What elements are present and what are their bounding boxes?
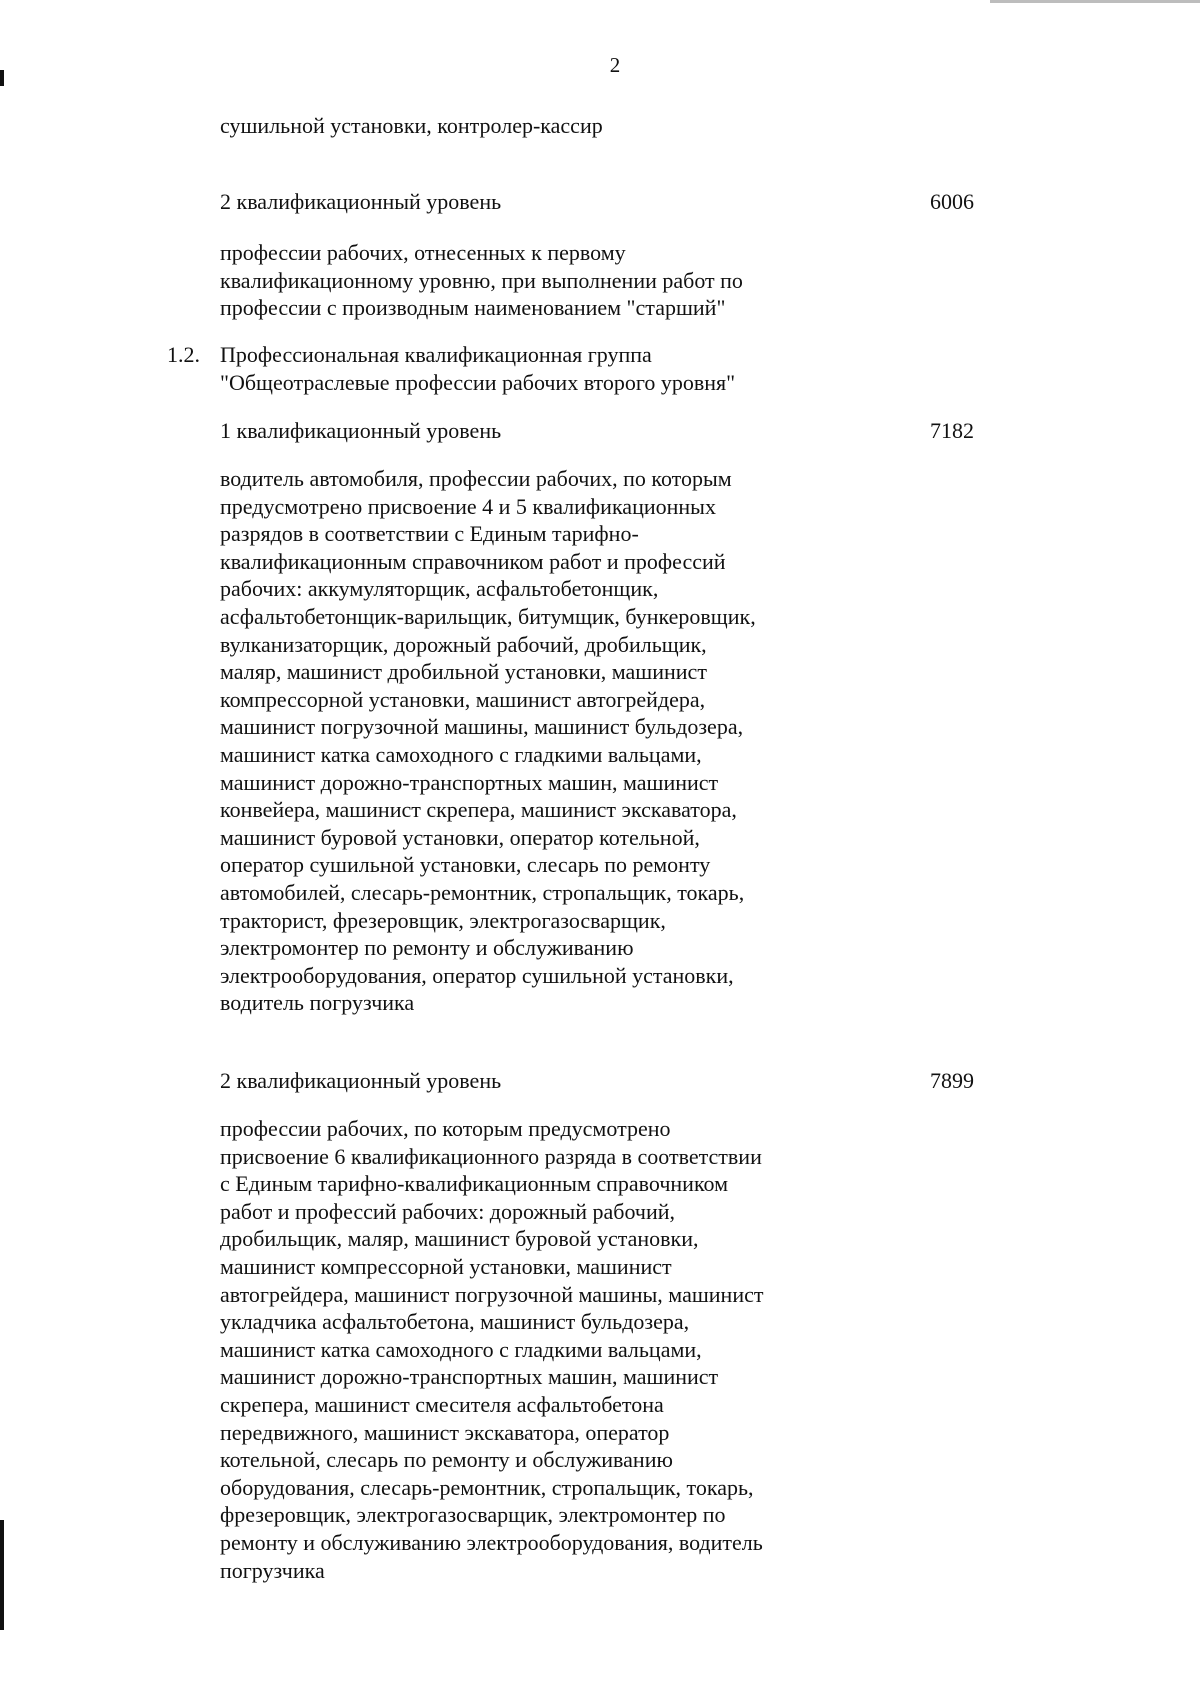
text-line: машинист компрессорной установки, машинист	[220, 1253, 672, 1279]
text-line: водитель погрузчика	[220, 990, 415, 1016]
text-line: квалификационным справочником работ и профессий	[220, 548, 726, 574]
text-line: машинист катка самоходного с гладкими вальцами,	[220, 1336, 702, 1362]
text-line: компрессорной установки, машинист автогрейдера,	[220, 686, 706, 712]
text-line: фрезеровщик, электрогазосварщик, электромонтер по	[220, 1502, 726, 1528]
text-line: разрядов в соответствии с Единым тарифно-	[220, 521, 639, 547]
qualification-level-label: 2 квалификационный уровень	[220, 189, 502, 214]
section-title	[220, 341, 840, 396]
text-line: рабочих: аккумуляторщик, асфальтобетонщик,	[220, 576, 659, 602]
text-line: машинист катка самоходного с гладкими вальцами,	[220, 741, 702, 767]
text-line: котельной, слесарь по ремонту и обслуживанию	[220, 1447, 673, 1473]
text-line: автогрейдера, машинист погрузочной машины, машинист	[220, 1281, 764, 1307]
text-line: тракторист, фрезеровщик, электрогазосварщик,	[220, 907, 666, 933]
text-line: машинист погрузочной машины, машинист бульдозера,	[220, 714, 744, 740]
text-line: электромонтер по ремонту и обслуживанию	[220, 935, 634, 961]
text-line: предусмотрено присвоение 4 и 5 квалификационных	[220, 493, 716, 519]
text-line: маляр, машинист дробильной установки, машинист	[220, 659, 707, 685]
qualification-description	[220, 465, 840, 1017]
page-number: 2	[609, 53, 621, 77]
text-line: профессии с производным наименованием "старший"	[220, 295, 726, 321]
qualification-level-label: 1 квалификационный уровень	[220, 418, 502, 443]
continuation-text	[220, 112, 840, 140]
text-line: профессии рабочих, по которым предусмотрено	[220, 1116, 671, 1141]
text-line: оборудования, слесарь-ремонтник, стропальщик, токарь,	[220, 1474, 754, 1500]
text-line: погрузчика	[220, 1557, 325, 1583]
section-number: 1.2.	[167, 342, 200, 367]
text-line: электрооборудования, оператор сушильной установки,	[220, 962, 734, 988]
salary-value: 6006	[930, 189, 974, 214]
qualification-description	[220, 1115, 840, 1584]
text-line: укладчика асфальтобетона, машинист бульдозера,	[220, 1309, 690, 1335]
text-line: машинист дорожно-транспортных машин, машинист	[220, 1364, 719, 1390]
text-line: с Единым тарифно-квалификационным справочником	[220, 1171, 729, 1197]
text-line: конвейера, машинист скрепера, машинист экскаватора,	[220, 797, 737, 823]
qualification-level-label: 2 квалификационный уровень	[220, 1068, 502, 1093]
salary-value: 7182	[930, 418, 974, 443]
text-line: передвижного, машинист экскаватора, оператор	[220, 1419, 670, 1445]
text-line: сушильной установки, контролер-кассир	[220, 113, 603, 138]
text-line: профессии рабочих, отнесенных к первому	[220, 240, 626, 265]
text-line: Профессиональная квалификационная группа	[220, 342, 652, 367]
text-line: дробильщик, маляр, машинист буровой установки,	[220, 1226, 699, 1252]
scan-edge-mark	[0, 1520, 4, 1630]
text-line: ремонту и обслуживанию электрооборудования, водитель	[220, 1529, 763, 1555]
text-line: асфальтобетонщик-варильщик, битумщик, бункеровщик,	[220, 603, 756, 629]
scan-edge-mark	[990, 0, 1200, 3]
text-line: присвоение 6 квалификационного разряда в соответствии	[220, 1143, 762, 1169]
text-line: квалификационному уровню, при выполнении работ по	[220, 267, 743, 293]
text-line: автомобилей, слесарь-ремонтник, стропальщик, токарь,	[220, 879, 745, 905]
salary-value: 7899	[930, 1068, 974, 1093]
text-line: "Общеотраслевые профессии рабочих второго уровня"	[220, 369, 736, 395]
text-line: машинист дорожно-транспортных машин, машинист	[220, 769, 719, 795]
text-line: водитель автомобиля, профессии рабочих, по которым	[220, 466, 732, 491]
qualification-description	[220, 239, 840, 322]
text-line: работ и профессий рабочих: дорожный рабочий,	[220, 1198, 675, 1224]
text-line: вулканизаторщик, дорожный рабочий, дробильщик,	[220, 631, 707, 657]
text-line: оператор сушильной установки, слесарь по ремонту	[220, 852, 711, 878]
text-line: машинист буровой установки, оператор котельной,	[220, 824, 700, 850]
text-line: скрепера, машинист смесителя асфальтобетона	[220, 1391, 664, 1417]
